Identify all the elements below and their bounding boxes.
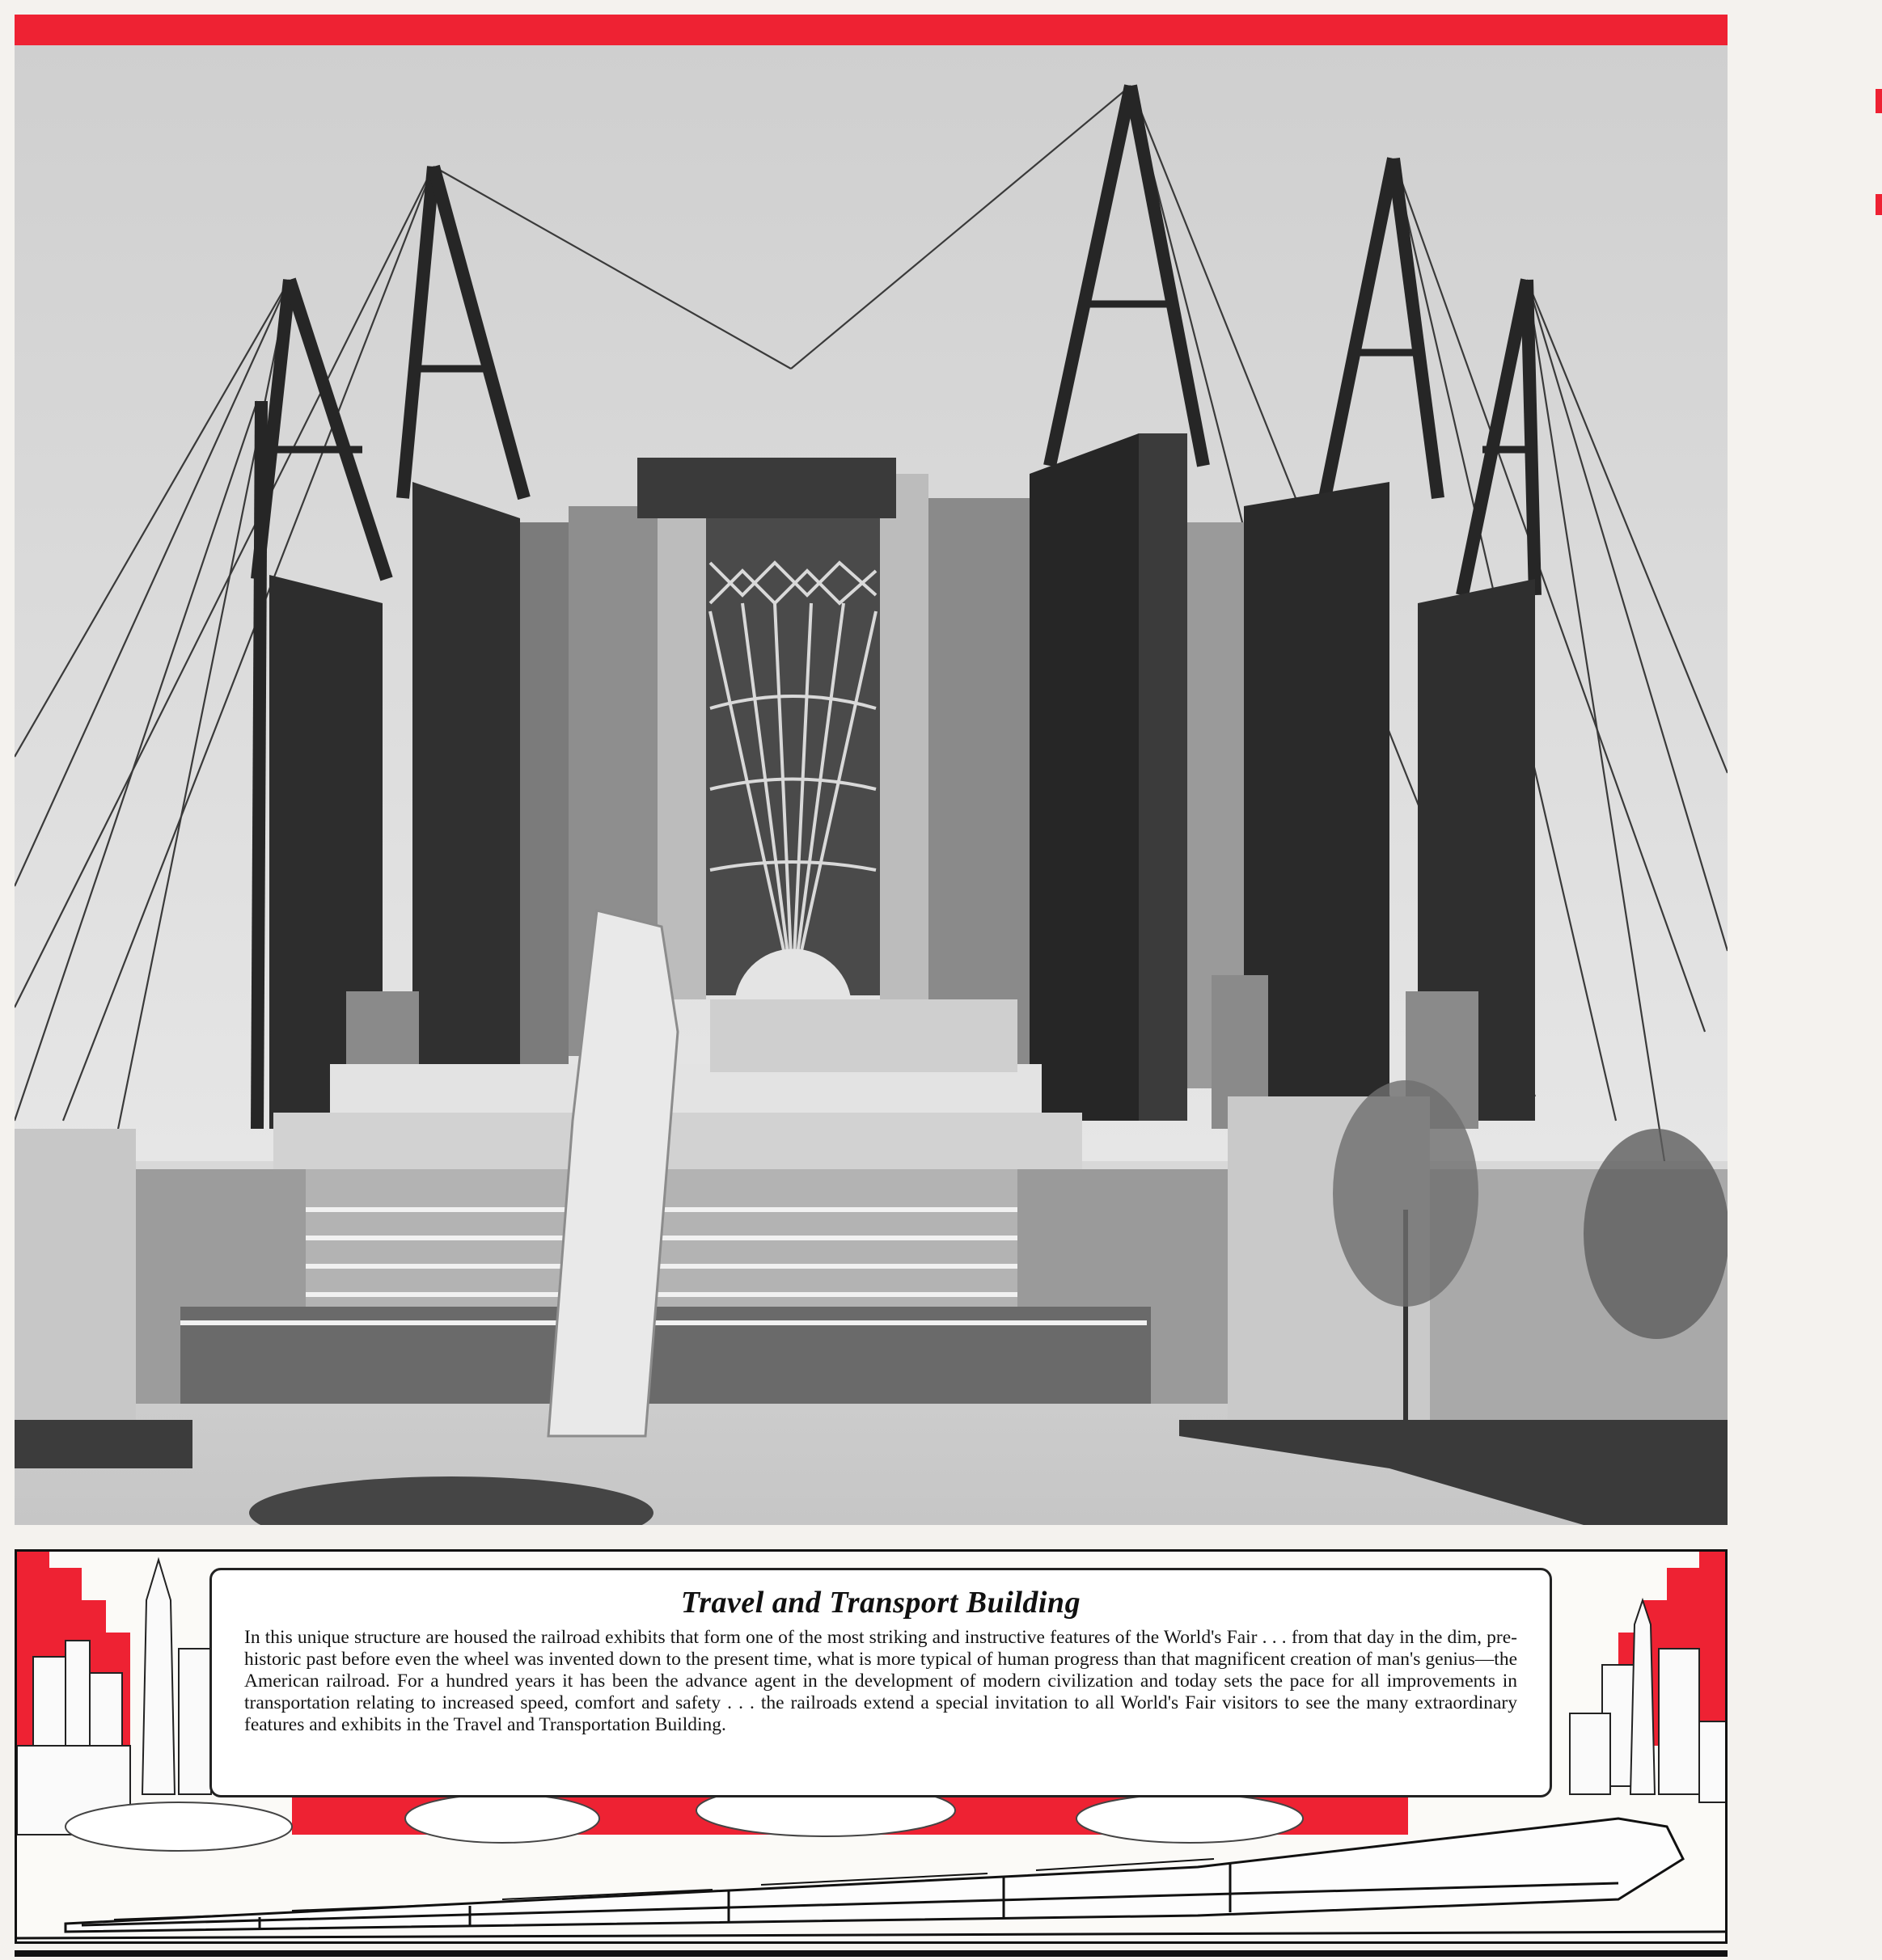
edge-mark-lower [1876, 194, 1882, 215]
building-photo [15, 45, 1728, 1525]
caption-box [209, 1568, 1552, 1797]
bottom-rule [15, 1950, 1728, 1957]
streamlined-train [66, 1818, 1683, 1932]
rails [17, 1932, 1728, 1938]
building-photo-drawing [15, 45, 1728, 1525]
caption-body: In this unique structure are housed the railroad exhibits that form one of the most striking and instructive features of the World's Fair . . . from that day in the dim, pre-historic past before even the wheel was invented down to the present time, what is more typical of human progress than that magnificent creation of man's genius—the American railroad. For a hundred years it has been the advance agent in the development of modern civilization and today sets the pace for all improvements in transportation relating to increased speed, comfort and safety . . . the railroads extend a special invitation to all World's Fair visitors to see the many extraordinary features and exhibits in the Travel and Transportation Building. [244, 1627, 1517, 1735]
caption-title: Travel and Transport Building [680, 1586, 1081, 1620]
top-red-band [15, 15, 1728, 45]
edge-mark-top [1876, 89, 1882, 113]
caption-panel [15, 1549, 1728, 1944]
